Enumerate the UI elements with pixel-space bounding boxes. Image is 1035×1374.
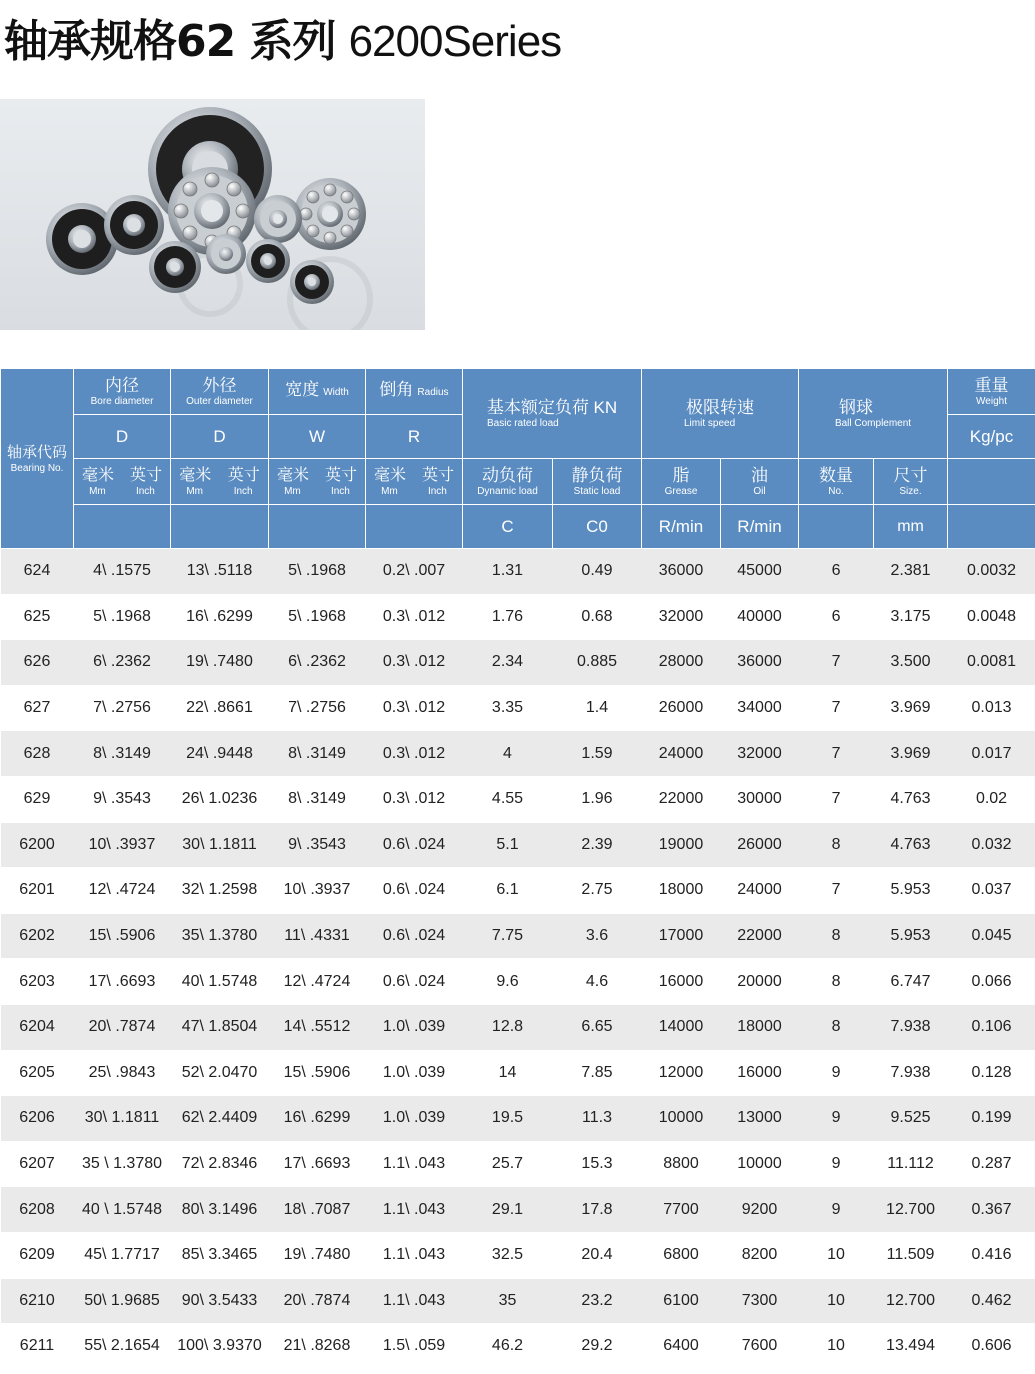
table-row <box>1 868 1035 914</box>
table-cell: 0.68 <box>553 594 642 640</box>
table-cell: 14\ .5512 <box>269 1004 366 1050</box>
table-cell: 20\ .7874 <box>269 1278 366 1324</box>
table-cell: 20.4 <box>553 1232 642 1278</box>
table-cell: 6.65 <box>553 1004 642 1050</box>
table-cell: 0.6\ .024 <box>366 822 463 868</box>
table-cell: 18000 <box>642 868 721 914</box>
table-cell: 16000 <box>721 1050 799 1096</box>
dynamic-load-symbol: C <box>463 505 553 549</box>
table-cell: 4.55 <box>463 776 553 822</box>
table-cell: 628 <box>1 731 74 777</box>
table-cell: 8\ .3149 <box>269 776 366 822</box>
bore-units: 毫米 英寸 Mm Inch <box>74 459 171 505</box>
table-cell: 5.1 <box>463 822 553 868</box>
table-cell: 0.416 <box>948 1232 1035 1278</box>
table-cell: 7 <box>799 868 874 914</box>
table-row <box>1 1004 1035 1050</box>
table-cell: 26000 <box>721 822 799 868</box>
table-cell: 2.34 <box>463 640 553 686</box>
table-row <box>1 1096 1035 1142</box>
outer-units: 毫米 英寸 Mm Inch <box>171 459 269 505</box>
table-cell: 7 <box>799 685 874 731</box>
table-cell: 17.8 <box>553 1187 642 1233</box>
table-cell: 6203 <box>1 959 74 1005</box>
table-cell: 0.017 <box>948 731 1035 777</box>
table-cell: 17\ .6693 <box>269 1141 366 1187</box>
table-cell: 50\ 1.9685 <box>74 1278 171 1324</box>
table-cell: 0.128 <box>948 1050 1035 1096</box>
table-cell: 0.199 <box>948 1096 1035 1142</box>
table-cell: 52\ 2.0470 <box>171 1050 269 1096</box>
table-cell: 0.0032 <box>948 549 1035 595</box>
table-cell: 9200 <box>721 1187 799 1233</box>
table-cell: 26000 <box>642 685 721 731</box>
table-cell: 0.3\ .012 <box>366 776 463 822</box>
table-cell: 0.49 <box>553 549 642 595</box>
table-cell: 1.0\ .039 <box>366 1096 463 1142</box>
static-load-symbol: C0 <box>553 505 642 549</box>
table-cell: 14000 <box>642 1004 721 1050</box>
table-cell: 34000 <box>721 685 799 731</box>
table-cell: 1.1\ .043 <box>366 1278 463 1324</box>
table-cell: 1.0\ .039 <box>366 1004 463 1050</box>
table-cell: 45\ 1.7717 <box>74 1232 171 1278</box>
table-cell: 6201 <box>1 868 74 914</box>
table-row <box>1 594 1035 640</box>
table-cell: 32000 <box>721 731 799 777</box>
table-cell: 7\ .2756 <box>269 685 366 731</box>
table-cell: 8 <box>799 959 874 1005</box>
col-weight: 重量 Weight <box>948 369 1035 415</box>
table-cell: 36000 <box>721 640 799 686</box>
table-cell: 6205 <box>1 1050 74 1096</box>
table-cell: 9\ .3543 <box>269 822 366 868</box>
table-cell: 25\ .9843 <box>74 1050 171 1096</box>
table-cell: 6.747 <box>874 959 948 1005</box>
table-cell: 4\ .1575 <box>74 549 171 595</box>
table-cell: 46.2 <box>463 1324 553 1370</box>
table-cell: 13000 <box>721 1096 799 1142</box>
table-cell: 22\ .8661 <box>171 685 269 731</box>
radius-symbol: R <box>366 415 463 459</box>
table-cell: 1.59 <box>553 731 642 777</box>
table-cell: 24\ .9448 <box>171 731 269 777</box>
table-cell: 0.3\ .012 <box>366 640 463 686</box>
table-cell: 24000 <box>721 868 799 914</box>
table-cell: 5.953 <box>874 868 948 914</box>
bearing-spec-table <box>0 368 1035 1370</box>
table-cell: 0.885 <box>553 640 642 686</box>
table-cell: 10 <box>799 1232 874 1278</box>
table-row <box>1 959 1035 1005</box>
table-cell: 0.3\ .012 <box>366 594 463 640</box>
bore-symbol: D <box>74 415 171 459</box>
table-cell: 7 <box>799 776 874 822</box>
table-cell: 0.02 <box>948 776 1035 822</box>
table-cell: 1.4 <box>553 685 642 731</box>
table-cell: 0.3\ .012 <box>366 685 463 731</box>
table-cell: 20000 <box>721 959 799 1005</box>
table-cell: 6400 <box>642 1324 721 1370</box>
table-cell: 0.6\ .024 <box>366 868 463 914</box>
table-row <box>1 685 1035 731</box>
table-cell: 5.953 <box>874 913 948 959</box>
table-cell: 40000 <box>721 594 799 640</box>
width-blank <box>269 505 366 549</box>
table-cell: 0.106 <box>948 1004 1035 1050</box>
table-cell: 5\ .1968 <box>269 549 366 595</box>
table-cell: 6200 <box>1 822 74 868</box>
table-cell: 40\ 1.5748 <box>171 959 269 1005</box>
table-row <box>1 1187 1035 1233</box>
col-ball: 钢球 Ball Complement <box>799 369 948 459</box>
table-cell: 11.3 <box>553 1096 642 1142</box>
table-cell: 19.5 <box>463 1096 553 1142</box>
table-cell: 30000 <box>721 776 799 822</box>
table-cell: 90\ 3.5433 <box>171 1278 269 1324</box>
table-cell: 8 <box>799 913 874 959</box>
table-row <box>1 731 1035 777</box>
table-cell: 626 <box>1 640 74 686</box>
table-cell: 10\ .3937 <box>269 868 366 914</box>
table-cell: 8\ .3149 <box>269 731 366 777</box>
table-cell: 4 <box>463 731 553 777</box>
dynamic-load-header: 动负荷 Dynamic load <box>463 459 553 505</box>
table-cell: 0.032 <box>948 822 1035 868</box>
table-row <box>1 776 1035 822</box>
table-cell: 0.2\ .007 <box>366 549 463 595</box>
table-cell: 12\ .4724 <box>74 868 171 914</box>
table-cell: 13\ .5118 <box>171 549 269 595</box>
table-cell: 22000 <box>642 776 721 822</box>
table-row <box>1 1278 1035 1324</box>
col-bore: 内径 Bore diameter <box>74 369 171 415</box>
table-row <box>1 1141 1035 1187</box>
table-row <box>1 549 1035 595</box>
table-cell: 32.5 <box>463 1232 553 1278</box>
ball-no-blank <box>799 505 874 549</box>
table-cell: 10 <box>799 1324 874 1370</box>
table-cell: 7700 <box>642 1187 721 1233</box>
table-cell: 28000 <box>642 640 721 686</box>
table-cell: 8 <box>799 1004 874 1050</box>
col-load: 基本额定负荷 KN Basic rated load <box>463 369 642 459</box>
table-cell: 625 <box>1 594 74 640</box>
outer-blank <box>171 505 269 549</box>
table-cell: 6 <box>799 549 874 595</box>
table-cell: 10000 <box>642 1096 721 1142</box>
ball-size-header: 尺寸 Size. <box>874 459 948 505</box>
table-cell: 6210 <box>1 1278 74 1324</box>
outer-symbol: D <box>171 415 269 459</box>
weight-blank-4 <box>948 505 1035 549</box>
table-cell: 24000 <box>642 731 721 777</box>
ball-size-unit: mm <box>874 505 948 549</box>
table-cell: 32\ 1.2598 <box>171 868 269 914</box>
table-cell: 10 <box>799 1278 874 1324</box>
table-cell: 25.7 <box>463 1141 553 1187</box>
table-row <box>1 913 1035 959</box>
table-cell: 2.75 <box>553 868 642 914</box>
bore-blank <box>74 505 171 549</box>
table-cell: 3.969 <box>874 731 948 777</box>
table-cell: 6209 <box>1 1232 74 1278</box>
table-cell: 15\ .5906 <box>74 913 171 959</box>
table-cell: 4.763 <box>874 822 948 868</box>
table-cell: 9 <box>799 1096 874 1142</box>
table-cell: 1.76 <box>463 594 553 640</box>
table-cell: 0.066 <box>948 959 1035 1005</box>
table-cell: 23.2 <box>553 1278 642 1324</box>
table-cell: 6 <box>799 594 874 640</box>
table-cell: 2.39 <box>553 822 642 868</box>
table-cell: 6\ .2362 <box>269 640 366 686</box>
table-cell: 17000 <box>642 913 721 959</box>
table-cell: 0.3\ .012 <box>366 731 463 777</box>
table-cell: 6\ .2362 <box>74 640 171 686</box>
table-cell: 0.6\ .024 <box>366 913 463 959</box>
table-cell: 17\ .6693 <box>74 959 171 1005</box>
width-units: 毫米 英寸 Mm Inch <box>269 459 366 505</box>
table-cell: 9 <box>799 1050 874 1096</box>
table-cell: 8\ .3149 <box>74 731 171 777</box>
bearings-illustration <box>0 99 425 330</box>
table-cell: 5\ .1968 <box>74 594 171 640</box>
table-cell: 7.938 <box>874 1050 948 1096</box>
table-body <box>1 549 1035 1370</box>
table-cell: 16\ .6299 <box>269 1096 366 1142</box>
weight-unit: Kg/pc <box>948 415 1035 459</box>
table-cell: 7\ .2756 <box>74 685 171 731</box>
table-cell: 6204 <box>1 1004 74 1050</box>
table-cell: 4.6 <box>553 959 642 1005</box>
table-cell: 15\ .5906 <box>269 1050 366 1096</box>
table-cell: 21\ .8268 <box>269 1324 366 1370</box>
table-cell: 20\ .7874 <box>74 1004 171 1050</box>
table-cell: 12.8 <box>463 1004 553 1050</box>
col-outer: 外径 Outer diameter <box>171 369 269 415</box>
table-cell: 629 <box>1 776 74 822</box>
table-cell: 29.2 <box>553 1324 642 1370</box>
col-radius: 倒角 Radius <box>366 369 463 415</box>
width-symbol: W <box>269 415 366 459</box>
table-cell: 32000 <box>642 594 721 640</box>
table-cell: 0.6\ .024 <box>366 959 463 1005</box>
table-cell: 9 <box>799 1187 874 1233</box>
radius-blank <box>366 505 463 549</box>
table-cell: 7600 <box>721 1324 799 1370</box>
table-cell: 3.969 <box>874 685 948 731</box>
table-cell: 6206 <box>1 1096 74 1142</box>
col-speed: 极限转速 Limit speed <box>642 369 799 459</box>
table-cell: 7300 <box>721 1278 799 1324</box>
table-cell: 0.606 <box>948 1324 1035 1370</box>
table-cell: 26\ 1.0236 <box>171 776 269 822</box>
table-cell: 80\ 3.1496 <box>171 1187 269 1233</box>
table-cell: 11\ .4331 <box>269 913 366 959</box>
table-cell: 6207 <box>1 1141 74 1187</box>
table-cell: 8200 <box>721 1232 799 1278</box>
page-title <box>4 14 561 70</box>
table-cell: 19\ .7480 <box>171 640 269 686</box>
table-cell: 40 \ 1.5748 <box>74 1187 171 1233</box>
table-cell: 7 <box>799 731 874 777</box>
table-cell: 6211 <box>1 1324 74 1370</box>
table-row <box>1 1232 1035 1278</box>
table-cell: 0.013 <box>948 685 1035 731</box>
table-cell: 6.1 <box>463 868 553 914</box>
table-cell: 9 <box>799 1141 874 1187</box>
table-cell: 5\ .1968 <box>269 594 366 640</box>
table-row <box>1 640 1035 686</box>
table-cell: 15.3 <box>553 1141 642 1187</box>
table-cell: 72\ 2.8346 <box>171 1141 269 1187</box>
table-row <box>1 822 1035 868</box>
table-cell: 1.0\ .039 <box>366 1050 463 1096</box>
table-cell: 1.5\ .059 <box>366 1324 463 1370</box>
table-cell: 3.35 <box>463 685 553 731</box>
table-cell: 7 <box>799 640 874 686</box>
table-row <box>1 1324 1035 1370</box>
oil-header: 油 Oil <box>721 459 799 505</box>
col-bearing-no: 轴承代码 Bearing No. <box>1 369 74 549</box>
table-cell: 85\ 3.3465 <box>171 1232 269 1278</box>
table-cell: 35 <box>463 1278 553 1324</box>
table-cell: 16\ .6299 <box>171 594 269 640</box>
table-cell: 13.494 <box>874 1324 948 1370</box>
table-cell: 12\ .4724 <box>269 959 366 1005</box>
table-cell: 624 <box>1 549 74 595</box>
table-cell: 47\ 1.8504 <box>171 1004 269 1050</box>
table-cell: 6202 <box>1 913 74 959</box>
table-cell: 0.287 <box>948 1141 1035 1187</box>
radius-units: 毫米 英寸 Mm Inch <box>366 459 463 505</box>
table-cell: 2.381 <box>874 549 948 595</box>
table-cell: 12000 <box>642 1050 721 1096</box>
table-row <box>1 1050 1035 1096</box>
table-cell: 29.1 <box>463 1187 553 1233</box>
table-cell: 7.75 <box>463 913 553 959</box>
table-cell: 7.938 <box>874 1004 948 1050</box>
ball-no-header: 数量 No. <box>799 459 874 505</box>
table-cell: 19000 <box>642 822 721 868</box>
table-cell: 0.0048 <box>948 594 1035 640</box>
table-cell: 7.85 <box>553 1050 642 1096</box>
table-cell: 36000 <box>642 549 721 595</box>
table-cell: 9.6 <box>463 959 553 1005</box>
table-cell: 12.700 <box>874 1187 948 1233</box>
table-cell: 100\ 3.9370 <box>171 1324 269 1370</box>
grease-header: 脂 Grease <box>642 459 721 505</box>
table-cell: 18\ .7087 <box>269 1187 366 1233</box>
table-cell: 19\ .7480 <box>269 1232 366 1278</box>
table-cell: 16000 <box>642 959 721 1005</box>
table-cell: 6208 <box>1 1187 74 1233</box>
table-cell: 0.037 <box>948 868 1035 914</box>
table-cell: 11.112 <box>874 1141 948 1187</box>
table-cell: 62\ 2.4409 <box>171 1096 269 1142</box>
title-en: 6200Series <box>348 17 562 66</box>
table-cell: 10\ .3937 <box>74 822 171 868</box>
table-cell: 9\ .3543 <box>74 776 171 822</box>
title-cn: 轴承规格62 系列 <box>4 16 336 67</box>
table-cell: 627 <box>1 685 74 731</box>
col-width: 宽度 Width <box>269 369 366 415</box>
table-cell: 0.045 <box>948 913 1035 959</box>
weight-blank-3 <box>948 459 1035 505</box>
table-cell: 22000 <box>721 913 799 959</box>
static-load-header: 静负荷 Static load <box>553 459 642 505</box>
table-cell: 0.462 <box>948 1278 1035 1324</box>
table-cell: 8 <box>799 822 874 868</box>
table-cell: 11.509 <box>874 1232 948 1278</box>
table-cell: 1.1\ .043 <box>366 1232 463 1278</box>
table-cell: 10000 <box>721 1141 799 1187</box>
table-cell: 3.6 <box>553 913 642 959</box>
grease-unit: R/min <box>642 505 721 549</box>
table-cell: 12.700 <box>874 1278 948 1324</box>
table-cell: 1.1\ .043 <box>366 1141 463 1187</box>
table-cell: 3.175 <box>874 594 948 640</box>
table-cell: 55\ 2.1654 <box>74 1324 171 1370</box>
table-cell: 9.525 <box>874 1096 948 1142</box>
oil-unit: R/min <box>721 505 799 549</box>
table-cell: 0.0081 <box>948 640 1035 686</box>
table-cell: 8800 <box>642 1141 721 1187</box>
table-cell: 6100 <box>642 1278 721 1324</box>
table-cell: 35\ 1.3780 <box>171 913 269 959</box>
table-cell: 3.500 <box>874 640 948 686</box>
table-cell: 4.763 <box>874 776 948 822</box>
table-cell: 45000 <box>721 549 799 595</box>
table-cell: 1.96 <box>553 776 642 822</box>
table-cell: 35 \ 1.3780 <box>74 1141 171 1187</box>
table-cell: 30\ 1.1811 <box>74 1096 171 1142</box>
table-cell: 1.1\ .043 <box>366 1187 463 1233</box>
table-cell: 1.31 <box>463 549 553 595</box>
table-cell: 30\ 1.1811 <box>171 822 269 868</box>
bearings-photo <box>0 99 425 330</box>
table-cell: 18000 <box>721 1004 799 1050</box>
table-cell: 14 <box>463 1050 553 1096</box>
table-cell: 0.367 <box>948 1187 1035 1233</box>
table-cell: 6800 <box>642 1232 721 1278</box>
